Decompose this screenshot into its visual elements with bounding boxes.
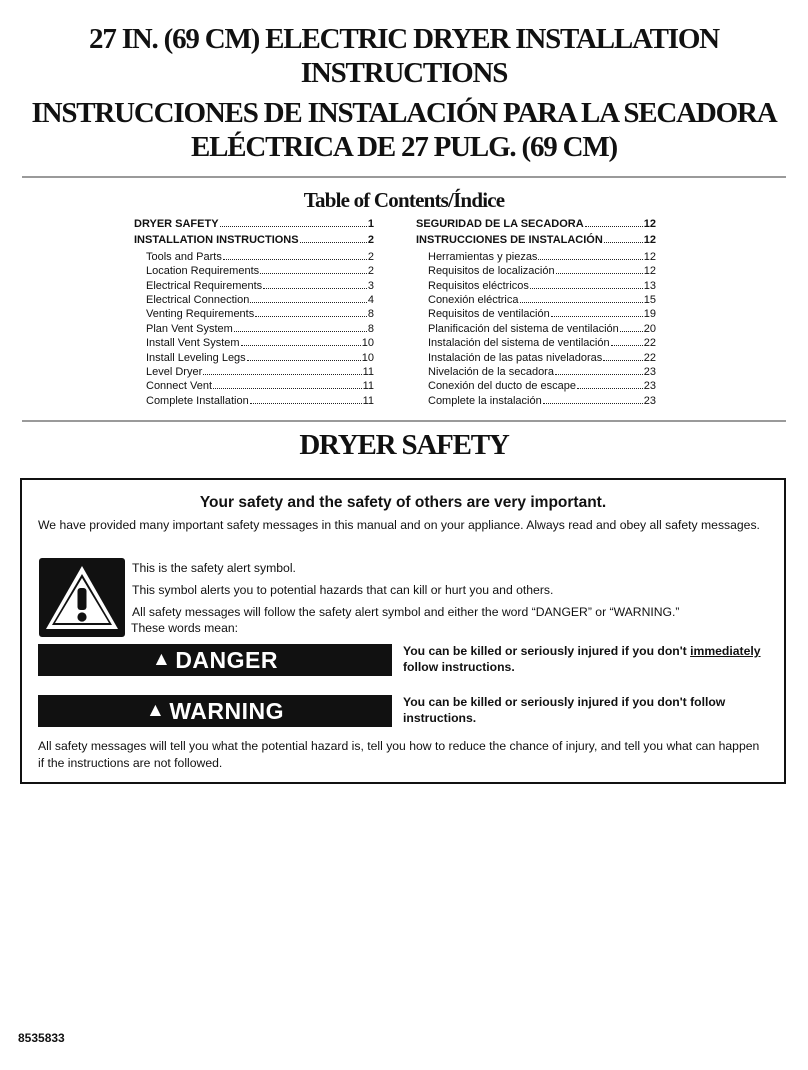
toc-leader-dots xyxy=(611,345,643,346)
toc-entry-label: Install Leveling Legs xyxy=(146,351,246,364)
toc-entry xyxy=(134,293,374,307)
toc-entry xyxy=(134,379,374,393)
toc-entry-label: Conexión del ducto de escape xyxy=(428,380,576,393)
toc-entry xyxy=(416,293,656,307)
toc-entry xyxy=(134,322,374,336)
toc-entry-page: 2 xyxy=(367,265,374,278)
section-title-dryer-safety: DRYER SAFETY xyxy=(299,429,509,461)
toc-entry-label: Venting Requirements xyxy=(146,308,255,321)
toc-entry-page: 23 xyxy=(643,380,656,393)
toc-entry-label: Level Dryer xyxy=(146,366,203,379)
document-title xyxy=(0,22,808,164)
title-es-line1: INSTRUCCIONES DE INSTALACIÓN PARA LA SECADORA xyxy=(31,97,777,129)
toc-entry-page: 12 xyxy=(643,250,656,263)
toc-entry xyxy=(134,250,374,264)
toc-entry-page: 1 xyxy=(367,218,374,230)
danger-alert-icon: ▲ xyxy=(152,649,172,670)
toc-entry xyxy=(416,365,656,379)
toc-entry-page: 11 xyxy=(362,380,374,393)
toc-entry xyxy=(416,336,656,350)
toc-entry-label: Tools and Parts xyxy=(146,250,222,263)
toc-entry xyxy=(416,351,656,365)
toc-heading: Table of Contents/Índice xyxy=(303,188,505,212)
toc-entry-page: 23 xyxy=(643,394,656,407)
toc-entry xyxy=(134,351,374,365)
toc-entry-page: 8 xyxy=(367,322,374,335)
toc-leader-dots xyxy=(530,288,643,289)
toc-leader-dots xyxy=(577,388,643,389)
warning-description: You can be killed or seriously injured if you don't follow instructions. xyxy=(403,695,726,725)
toc-leader-dots xyxy=(603,360,642,361)
toc-entry xyxy=(416,379,656,393)
toc-entry xyxy=(134,279,374,293)
toc-entry-page: 11 xyxy=(362,366,374,379)
toc-entry-page: 22 xyxy=(643,337,656,350)
toc-entry-page: 2 xyxy=(367,234,374,247)
toc-english-column xyxy=(134,217,374,408)
danger-text-emphasis: immediately xyxy=(690,644,761,658)
toc-leader-dots xyxy=(551,316,643,317)
toc-entry-page: 20 xyxy=(643,322,656,335)
warning-label: WARNING xyxy=(169,697,284,724)
toc-leader-dots xyxy=(203,374,361,375)
toc-entry xyxy=(416,307,656,321)
toc-entry xyxy=(134,336,374,350)
toc-leader-dots xyxy=(255,316,367,317)
toc-entry xyxy=(416,322,656,336)
toc-leader-dots xyxy=(250,302,367,303)
danger-signal-panel xyxy=(38,644,392,676)
toc-entry-page: 12 xyxy=(643,218,656,230)
toc-entry-label: Planificación del sistema de ventilación xyxy=(428,322,619,335)
toc-entry xyxy=(416,394,656,408)
safety-heading: Your safety and the safety of others are very important. xyxy=(199,494,607,511)
toc-leader-dots xyxy=(223,259,367,260)
toc-entry-label: Complete Installation xyxy=(146,394,249,407)
danger-description xyxy=(403,643,775,675)
toc-entry-page: 12 xyxy=(643,265,656,278)
toc-entry-page: 11 xyxy=(362,394,374,407)
toc-leader-dots xyxy=(604,242,643,243)
toc-entry-label: INSTRUCCIONES DE INSTALACIÓN xyxy=(416,234,603,247)
safety-closing: All safety messages will tell you what the potential hazard is, tell you how to reduce the chance of injury, and tell you what can happen if the instructions are not followed. xyxy=(38,739,760,770)
toc-entry xyxy=(134,307,374,321)
toc-entry-label: Nivelación de la secadora xyxy=(428,366,554,379)
toc-entry-label: DRYER SAFETY xyxy=(134,218,219,230)
toc-entry-label: INSTALLATION INSTRUCTIONS xyxy=(134,234,299,247)
toc-entry-page: 13 xyxy=(643,279,656,292)
alert-line-4: These words mean: xyxy=(131,621,239,635)
toc-leader-dots xyxy=(263,288,367,289)
warning-signal-panel xyxy=(38,695,392,727)
toc-entry-page: 22 xyxy=(643,351,656,364)
toc-entry-page: 8 xyxy=(367,308,374,321)
toc-entry xyxy=(134,233,374,247)
toc-entry-label: Herramientas y piezas xyxy=(428,250,538,263)
toc-leader-dots xyxy=(620,331,643,332)
part-number: 8535833 xyxy=(18,1031,65,1045)
toc-entry-page: 15 xyxy=(643,294,656,307)
toc-entry-label: Electrical Connection xyxy=(146,294,250,307)
safety-box xyxy=(20,478,786,784)
divider-top xyxy=(22,176,786,178)
toc-entry-page: 10 xyxy=(361,351,374,364)
toc-leader-dots xyxy=(250,403,362,404)
title-es-line2: ELÉCTRICA DE 27 PULG. (69 CM) xyxy=(191,131,617,163)
alert-line-3: All safety messages will follow the safety alert symbol and either the word “DANGER” or “WARNING.” xyxy=(132,605,680,619)
danger-text-post: follow instructions. xyxy=(403,660,515,674)
toc-leader-dots xyxy=(556,273,643,274)
toc-entry xyxy=(134,394,374,408)
toc-leader-dots xyxy=(241,345,361,346)
toc-leader-dots xyxy=(543,403,643,404)
toc-entry-page: 23 xyxy=(643,366,656,379)
toc-entry-page: 12 xyxy=(643,234,656,247)
divider-middle xyxy=(22,420,786,422)
danger-text-pre: You can be killed or seriously injured if you don't xyxy=(403,644,691,658)
toc-entry-page: 3 xyxy=(367,279,374,292)
toc-leader-dots xyxy=(260,273,367,274)
toc-entry-page: 10 xyxy=(361,337,374,350)
toc-entry xyxy=(134,217,374,231)
title-en-line2: INSTRUCTIONS xyxy=(300,57,508,89)
title-en-line1: 27 IN. (69 CM) ELECTRIC DRYER INSTALLATION xyxy=(89,23,719,55)
toc-entry xyxy=(134,365,374,379)
toc-entry xyxy=(416,250,656,264)
toc-leader-dots xyxy=(220,226,367,227)
toc-entry-label: Requisitos eléctricos xyxy=(428,279,529,292)
toc-entry xyxy=(134,264,374,278)
toc-entry-label: Conexión eléctrica xyxy=(428,294,519,307)
toc-entry xyxy=(416,233,656,247)
toc-entry-label: Instalación de las patas niveladoras xyxy=(428,351,603,364)
toc-entry-label: SEGURIDAD DE LA SECADORA xyxy=(416,218,584,230)
toc-entry-page: 4 xyxy=(367,294,374,307)
toc-leader-dots xyxy=(520,302,643,303)
toc-entry-label: Instalación del sistema de ventilación xyxy=(428,337,610,350)
toc-entry-label: Connect Vent xyxy=(146,380,213,393)
warning-alert-icon: ▲ xyxy=(146,700,166,721)
toc-entry-page: 19 xyxy=(643,308,656,321)
toc-leader-dots xyxy=(300,242,367,243)
toc-leader-dots xyxy=(538,259,642,260)
toc-entry-label: Requisitos de ventilación xyxy=(428,308,550,321)
toc-spanish-column xyxy=(416,217,656,408)
safety-alert-triangle-icon xyxy=(39,558,125,637)
toc-leader-dots xyxy=(234,331,367,332)
danger-label: DANGER xyxy=(175,646,278,673)
alert-line-1: This is the safety alert symbol. xyxy=(132,561,296,575)
toc-leader-dots xyxy=(555,374,643,375)
toc-leader-dots xyxy=(585,226,643,227)
toc-entry-label: Complete la instalación xyxy=(428,394,542,407)
toc-entry-label: Requisitos de localización xyxy=(428,265,555,278)
toc-entry xyxy=(416,279,656,293)
toc-entry xyxy=(416,264,656,278)
toc-entry-label: Location Requirements xyxy=(146,265,260,278)
toc-entry-label: Electrical Requirements xyxy=(146,279,263,292)
safety-intro: We have provided many important safety messages in this manual and on your appliance. Always read and obey all safety messages. xyxy=(38,518,760,532)
toc-entry-label: Plan Vent System xyxy=(146,322,233,335)
toc-entry-page: 2 xyxy=(367,250,374,263)
toc-entry-label: Install Vent System xyxy=(146,337,240,350)
safety-alert-explanation xyxy=(132,560,772,642)
toc-entry xyxy=(416,217,656,231)
toc-leader-dots xyxy=(213,388,362,389)
toc-leader-dots xyxy=(247,360,361,361)
alert-line-2: This symbol alerts you to potential hazards that can kill or hurt you and others. xyxy=(132,583,554,597)
